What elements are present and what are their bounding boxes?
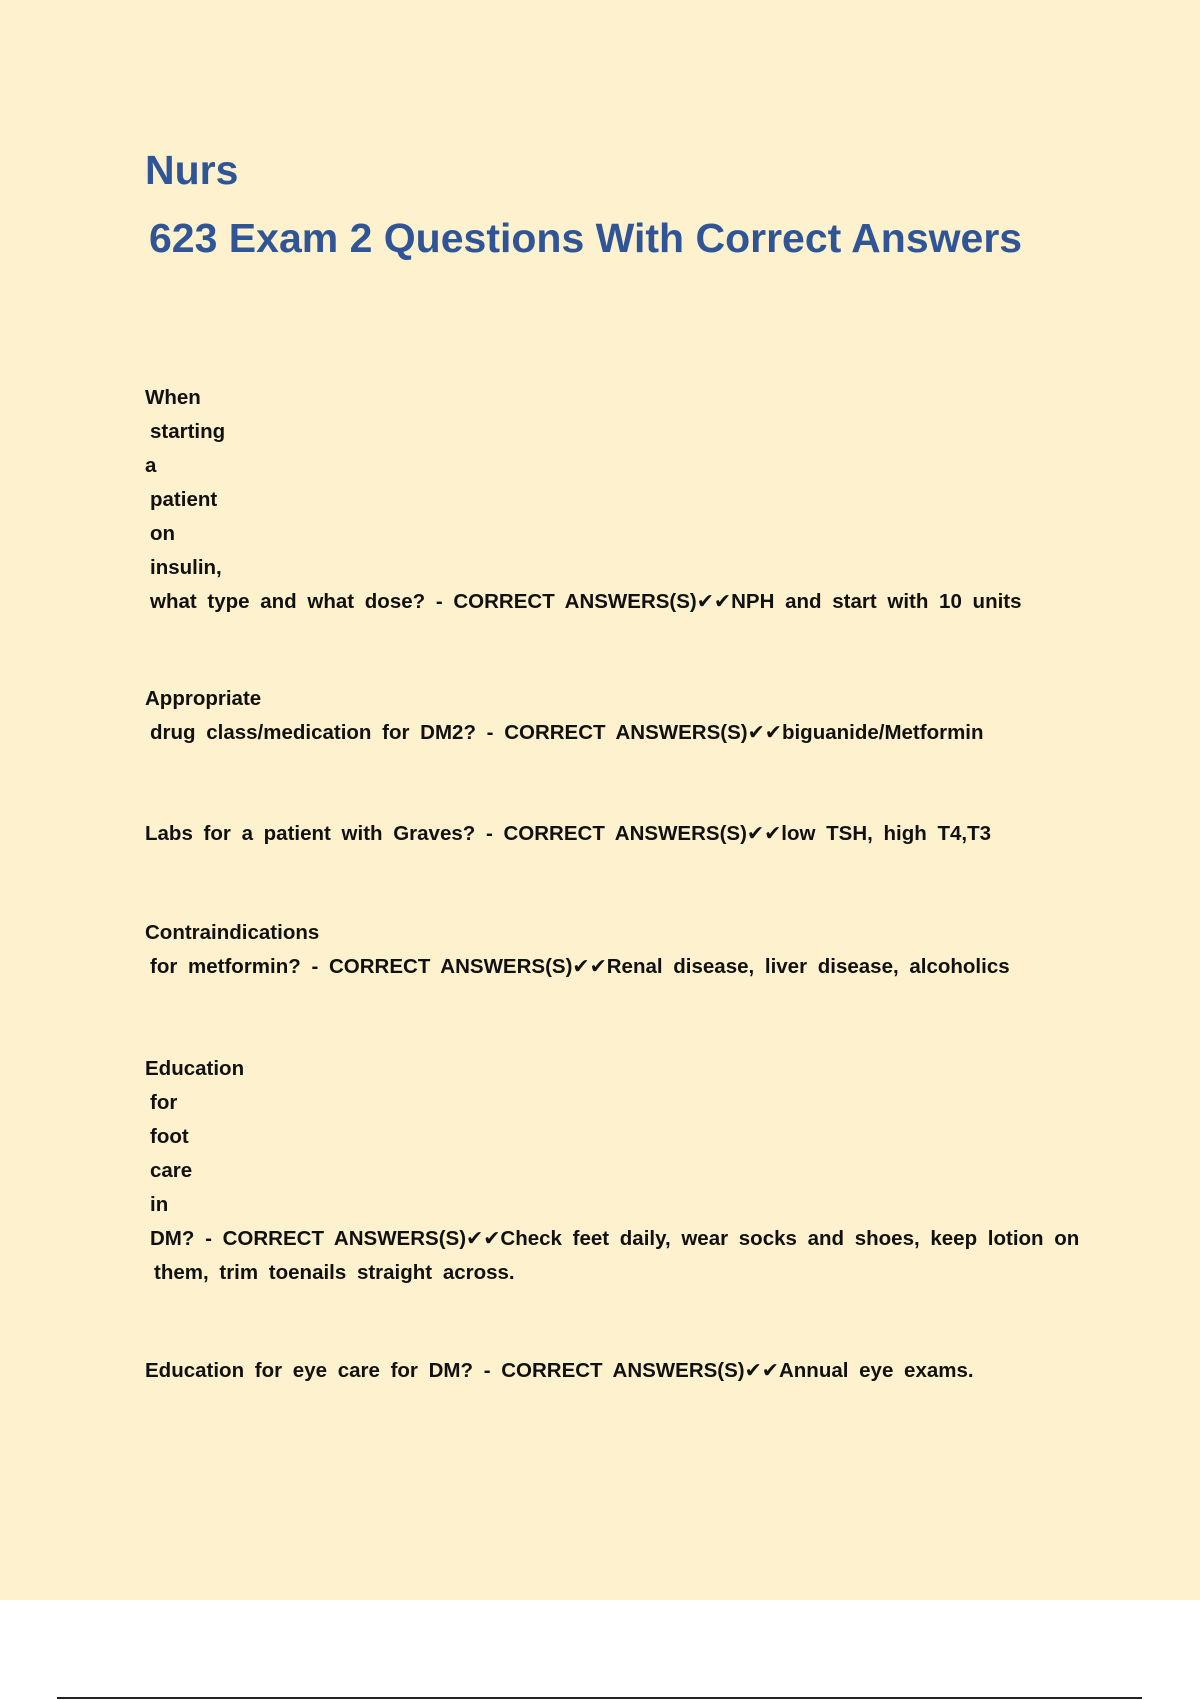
question-answer-line (145, 1222, 1095, 1256)
question-text: drug class/medication for DM2? - CORRECT ANSWERS(S)✔✔ (150, 721, 782, 744)
qa-item-foot-care (145, 1052, 1095, 1290)
question-answer-line (145, 817, 1095, 851)
answer-text: Annual eye exams. (778, 1359, 974, 1382)
footer-divider (57, 1697, 1142, 1699)
question-text: DM? - CORRECT ANSWERS(S)✔✔ (150, 1227, 501, 1250)
question-text: When (145, 386, 201, 409)
question-answer-line (145, 716, 1095, 750)
answer-text: NPH and start with 10 units (731, 590, 1022, 613)
qa-item-insulin (145, 381, 1095, 619)
question-text: Appropriate (145, 687, 262, 710)
question-text: starting (150, 420, 226, 443)
question-text: for (150, 1091, 178, 1114)
question-text: in (150, 1193, 169, 1216)
answer-text: Renal disease, liver disease, alcoholics (606, 955, 1010, 978)
question-text: a (145, 454, 157, 477)
answer-text: Check feet daily, wear socks and shoes, keep lotion on (500, 1227, 1080, 1250)
qa-item-metformin-contraindications (145, 916, 1095, 984)
document-title-line2: 623 Exam 2 Questions With Correct Answers (149, 215, 1023, 261)
question-text: what type and what dose? - CORRECT ANSWERS(S)✔✔ (150, 590, 732, 613)
question-text: foot (150, 1125, 189, 1148)
answer-text-continued: them, trim toenails straight across. (154, 1261, 515, 1284)
qa-item-graves-labs (145, 817, 1095, 851)
answer-text: low TSH, high T4,T3 (781, 822, 992, 845)
question-text: patient (150, 488, 218, 511)
question-text: for metformin? - CORRECT ANSWERS(S)✔✔ (150, 955, 607, 978)
qa-item-dm2-drug (145, 682, 1095, 750)
question-text: on (150, 522, 176, 545)
qa-item-eye-care (145, 1354, 1095, 1388)
question-answer-line (145, 1354, 1095, 1388)
question-text: Contraindications (145, 921, 320, 944)
question-text: Education (145, 1057, 245, 1080)
question-text: Education for eye care for DM? - CORRECT ANSWERS(S)✔✔ (145, 1359, 779, 1382)
question-text: Labs for a patient with Graves? - CORRECT ANSWERS(S)✔✔ (145, 822, 782, 845)
question-text: insulin, (150, 556, 222, 579)
answer-text: biguanide/Metformin (781, 721, 984, 744)
question-answer-line (145, 950, 1095, 984)
question-answer-line (145, 585, 1095, 619)
question-text: care (150, 1159, 193, 1182)
document-title-line1: Nurs (145, 147, 239, 193)
